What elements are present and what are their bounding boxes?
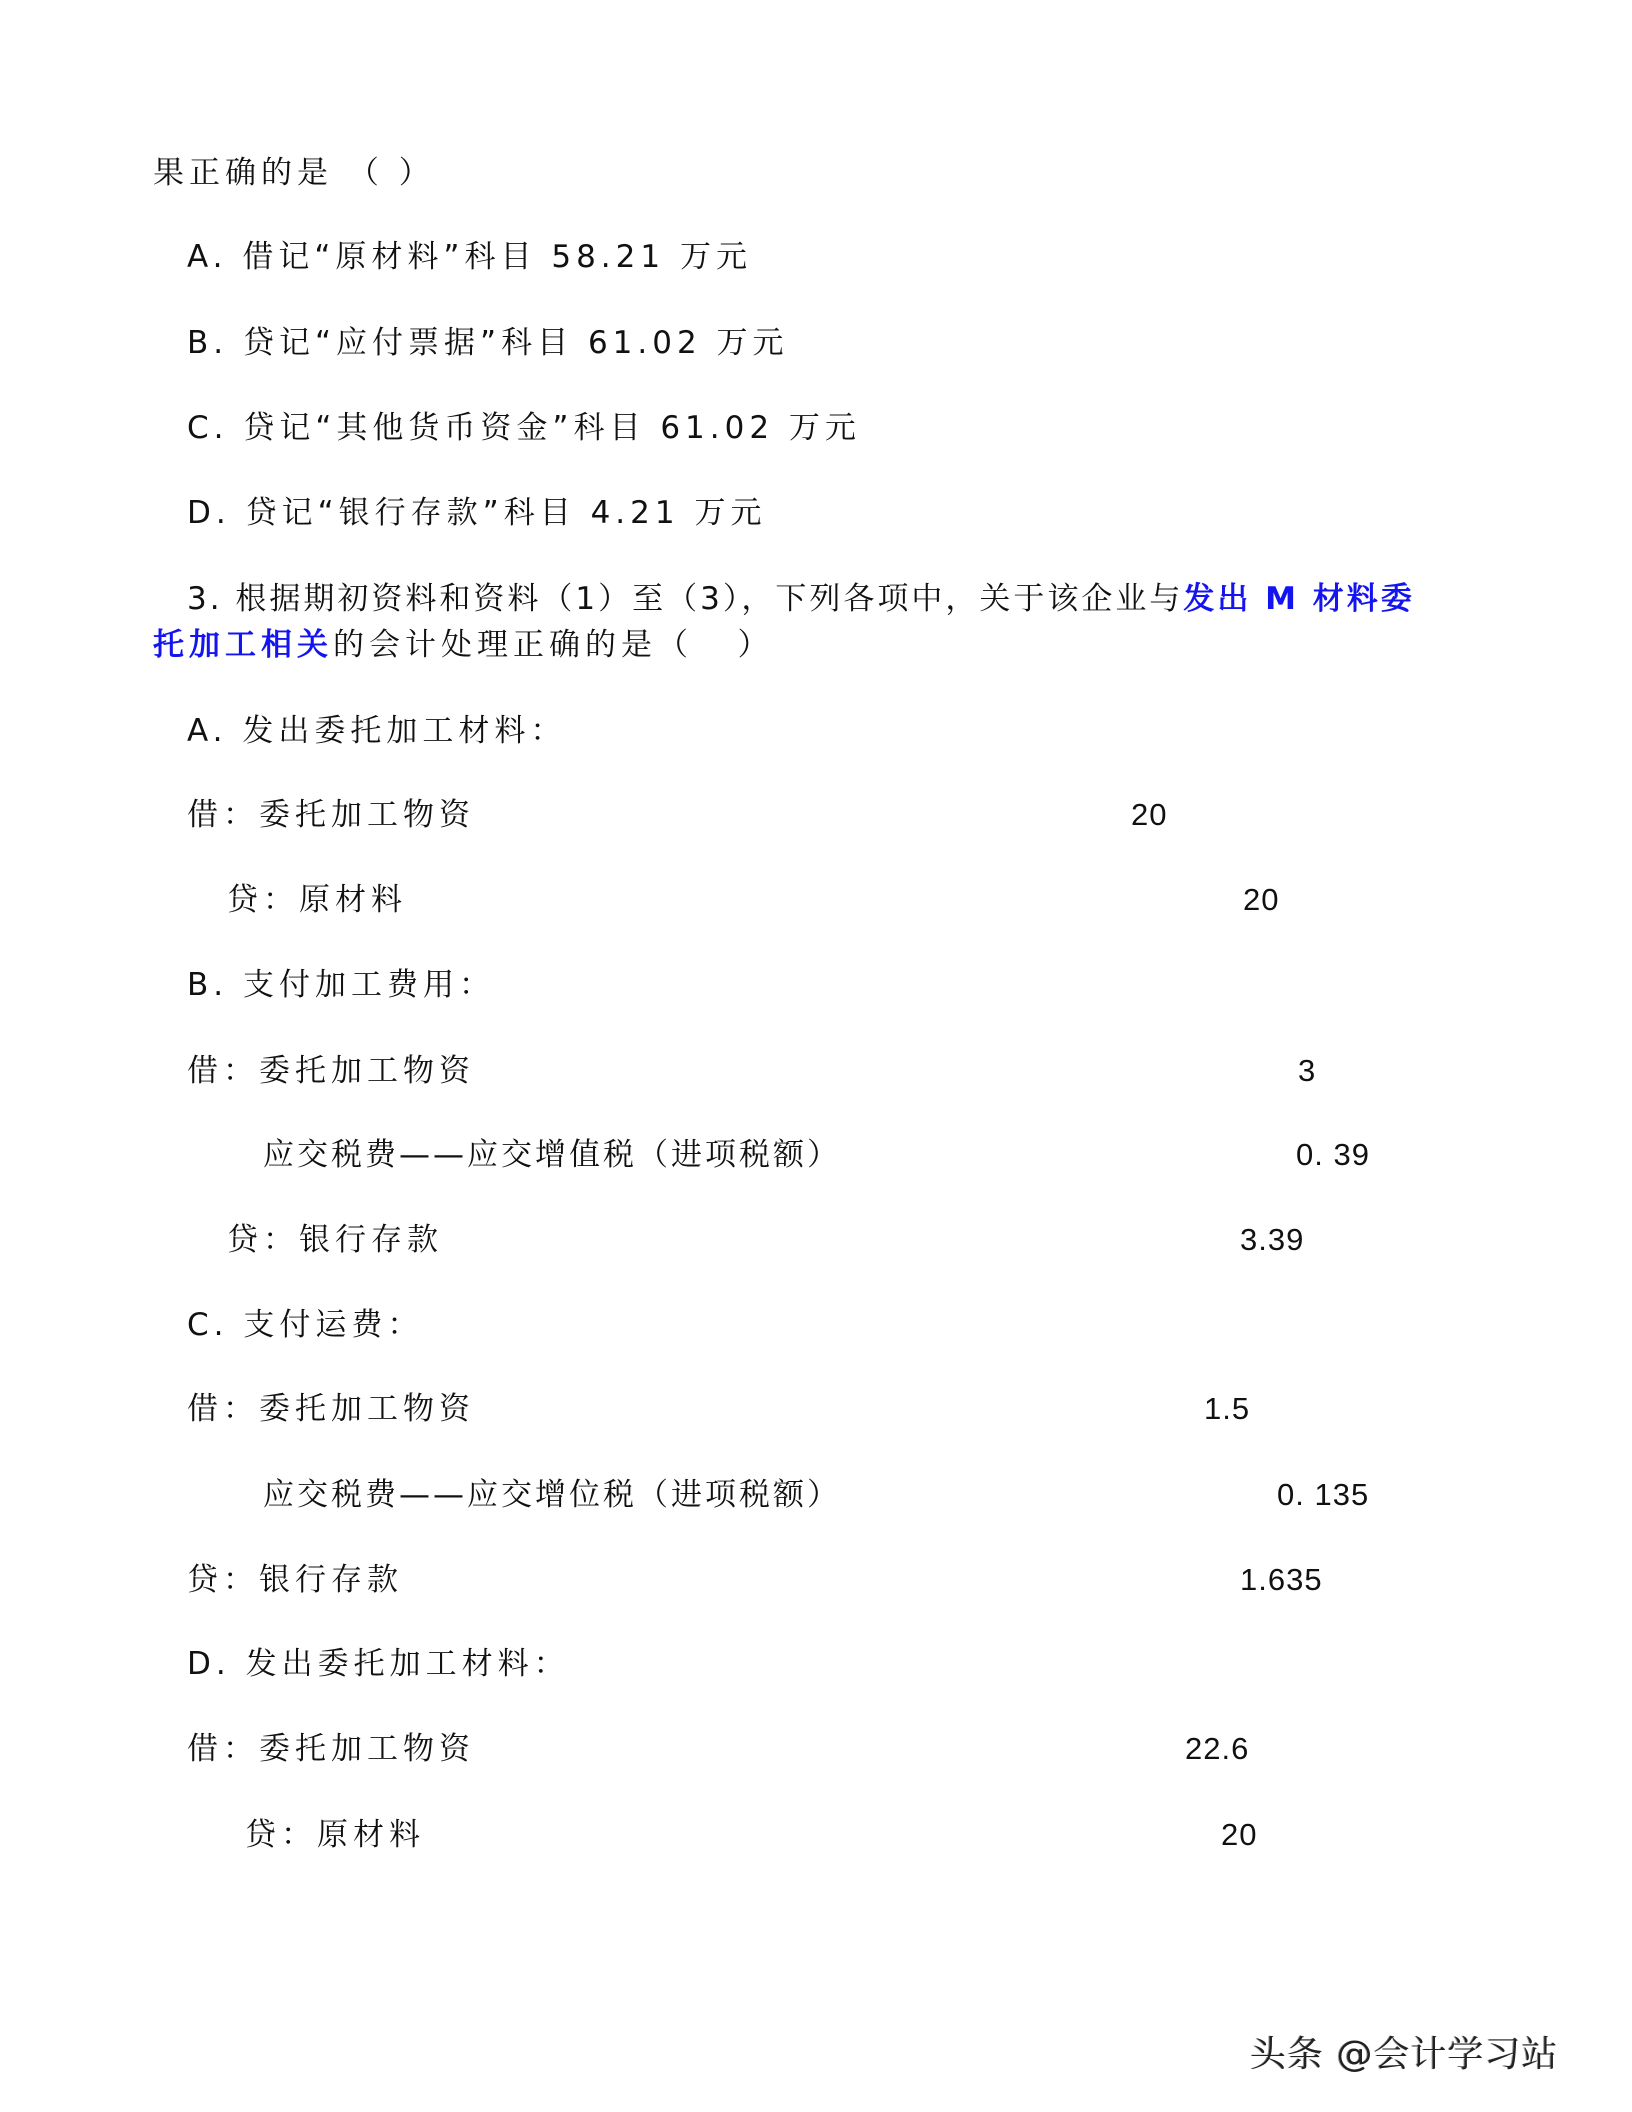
entry-account: 原材料	[299, 882, 407, 918]
q2-option-d	[187, 493, 766, 533]
option-label: C.	[187, 410, 229, 446]
journal-entry-debit	[187, 795, 475, 835]
entry-account: 应交税费——应交增位税（进项税额）	[263, 1477, 841, 1513]
entry-account: 委托加工物资	[259, 797, 475, 833]
option-text: 贷记“应付票据”科目 61.02 万元	[242, 325, 789, 361]
entry-account: 委托加工物资	[259, 1053, 475, 1089]
question-stem-end: 果正确的是 （ ）	[153, 155, 435, 191]
journal-entry-debit	[187, 1051, 475, 1091]
q3-stem-highlight: 发出 M 材料委	[1183, 581, 1415, 617]
entry-side: 贷：	[187, 1562, 259, 1598]
entry-side: 借：	[187, 1391, 259, 1427]
entry-amount: 0. 135	[1277, 1477, 1370, 1512]
entry-side: 贷：	[245, 1817, 317, 1853]
journal-entry-credit	[227, 880, 407, 920]
entry-amount: 3.39	[1240, 1222, 1305, 1257]
entry-amount: 1.5	[1204, 1391, 1251, 1426]
option-text: 借记“原材料”科目 58.21 万元	[242, 239, 752, 275]
q3-option-a-title	[187, 711, 566, 751]
q3-stem-line1	[187, 579, 1415, 619]
entry-account: 委托加工物资	[259, 1391, 475, 1427]
q2-option-c	[187, 408, 861, 448]
entry-side: 借：	[187, 797, 259, 833]
entry-account: 委托加工物资	[259, 1731, 475, 1767]
q3-stem-text: 3. 根据期初资料和资料（1）至（3），下列各项中，关于该企业与	[187, 581, 1184, 617]
entry-amount: 1.635	[1240, 1562, 1323, 1597]
q3-stem-highlight: 托加工相关	[153, 627, 333, 663]
option-label: A.	[187, 239, 228, 275]
entry-amount: 3	[1298, 1053, 1317, 1088]
entry-amount: 20	[1131, 797, 1168, 832]
entry-side: 贷：	[227, 1222, 299, 1258]
entry-amount: 20	[1243, 882, 1280, 917]
q2-option-b	[187, 323, 789, 363]
q3-option-d-title	[187, 1644, 570, 1684]
entry-account: 银行存款	[259, 1562, 403, 1598]
option-title: 发出委托加工材料：	[245, 1646, 570, 1682]
option-label: D.	[187, 495, 231, 531]
journal-entry-credit	[227, 1220, 443, 1260]
journal-entry-debit-tax	[263, 1475, 841, 1515]
entry-side: 借：	[187, 1053, 259, 1089]
journal-entry-debit-tax	[263, 1135, 841, 1175]
entry-side: 贷：	[227, 882, 299, 918]
option-label: C.	[187, 1307, 229, 1343]
option-label: D.	[187, 1646, 231, 1682]
option-label: B.	[187, 967, 229, 1003]
journal-entry-debit	[187, 1729, 475, 1769]
q3-stem-text: 的会计处理正确的是（ ）	[333, 627, 774, 663]
q3-option-c-title	[187, 1305, 423, 1345]
entry-account: 应交税费——应交增值税（进项税额）	[263, 1137, 841, 1173]
option-label: A.	[187, 713, 228, 749]
journal-entry-credit	[245, 1815, 425, 1855]
journal-entry-debit	[187, 1389, 475, 1429]
option-label: B.	[187, 325, 229, 361]
option-text: 贷记“银行存款”科目 4.21 万元	[245, 495, 767, 531]
option-title: 支付加工费用：	[242, 967, 495, 1003]
q2-option-a	[187, 237, 752, 277]
entry-account: 原材料	[317, 1817, 425, 1853]
q3-stem-line2	[153, 625, 774, 665]
entry-side: 借：	[187, 1731, 259, 1767]
journal-entry-credit	[187, 1560, 403, 1600]
entry-amount: 20	[1221, 1817, 1258, 1852]
entry-account: 银行存款	[299, 1222, 443, 1258]
q3-option-b-title	[187, 965, 495, 1005]
watermark: 头条 @会计学习站	[1250, 2034, 1559, 2075]
option-title: 支付运费：	[243, 1307, 424, 1343]
entry-amount: 0. 39	[1296, 1137, 1370, 1172]
entry-amount: 22.6	[1185, 1731, 1250, 1766]
option-text: 贷记“其他货币资金”科目 61.02 万元	[243, 410, 861, 446]
option-title: 发出委托加工材料：	[242, 713, 567, 749]
